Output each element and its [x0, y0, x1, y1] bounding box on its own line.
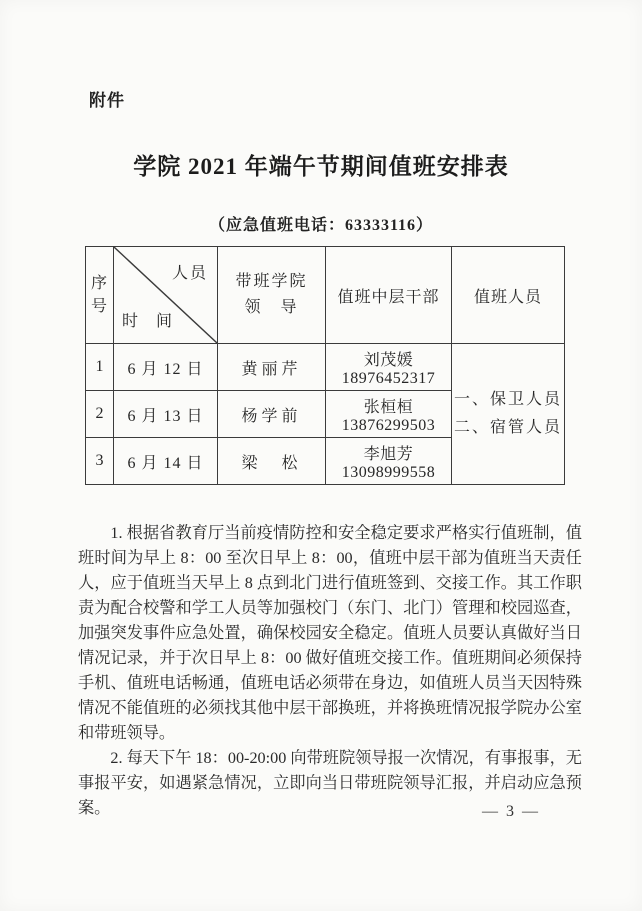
emergency-phone-subtitle: （应急值班电话：63333116）: [208, 217, 434, 234]
header-person-label: 人员: [171, 265, 208, 282]
staff-line-security: 一、保卫人员: [453, 391, 562, 408]
note-paragraph-1: 1. 根据省教育厅当前疫情防控和安全稳定要求严格实行值班制，值班时间为早上 8：00 至次日早上 8：00，值班中层干部为值班当天责任人，应于值班当天早上 8 点到北门进行值班签到、交接工作。其工作职责为配合校警和学工人员等加强校门（东门、北门）管理和校园巡查，加强突发事件应急处置，确保校园安全稳定。值班人员要认真做好当日情况记录，并于次日早上 8：00 做好值班交接工作。值班期间必须保持手机、值班电话畅通，值班电话必须带在身边，如值班人员当天因特殊情况不能值班的必须找其他中层干部换班，并将换班情况报学院办公室和带班领导。: [78, 524, 582, 742]
note-paragraph-2: 2. 每天下午 18：00-20:00 向带班院领导报一次情况，有事报事，无事报平安，如遇紧急情况，立即向当日带班院领导汇报，并启动应急预案。: [78, 749, 582, 817]
cell-date: 6 月 14 日: [114, 438, 218, 485]
cell-cadre: 刘茂媛 18976452317: [326, 344, 452, 391]
cell-leader: 梁 松: [218, 438, 326, 485]
header-cadre: 值班中层干部: [326, 247, 452, 344]
header-staff: 值班人员: [452, 247, 565, 344]
cell-date: 6 月 12 日: [114, 344, 218, 391]
table-row: [86, 344, 565, 391]
header-leader-line2: 领 导: [244, 299, 299, 316]
cell-leader: 黄丽芹: [218, 344, 326, 391]
cell-cadre: 李旭芳 13098999558: [326, 438, 452, 485]
cell-leader: 杨学前: [218, 391, 326, 438]
header-time-label: 时 间: [122, 313, 174, 330]
staff-line-dorm: 二、宿管人员: [453, 419, 562, 436]
cell-cadre: 张桓桓 13876299503: [326, 391, 452, 438]
page-number-text: — 3 —: [482, 803, 540, 820]
table-header-row: [86, 247, 565, 344]
cell-serial: 1: [86, 344, 114, 391]
cell-serial: 3: [86, 438, 114, 485]
header-serial: 序号: [86, 247, 114, 344]
header-leader-line1: 带班学院: [235, 273, 308, 291]
cell-staff-merged: [452, 344, 565, 485]
header-leader: [218, 247, 326, 344]
page-number: [0, 803, 642, 821]
notes-section: [78, 521, 582, 821]
cell-date: 6 月 13 日: [114, 391, 218, 438]
attachment-label: 附件: [89, 91, 125, 110]
cell-serial: 2: [86, 391, 114, 438]
header-time-person-cell: [114, 247, 218, 344]
document-title: 学院 2021 年端午节期间值班安排表: [133, 154, 509, 179]
duty-schedule-table: [85, 246, 565, 485]
